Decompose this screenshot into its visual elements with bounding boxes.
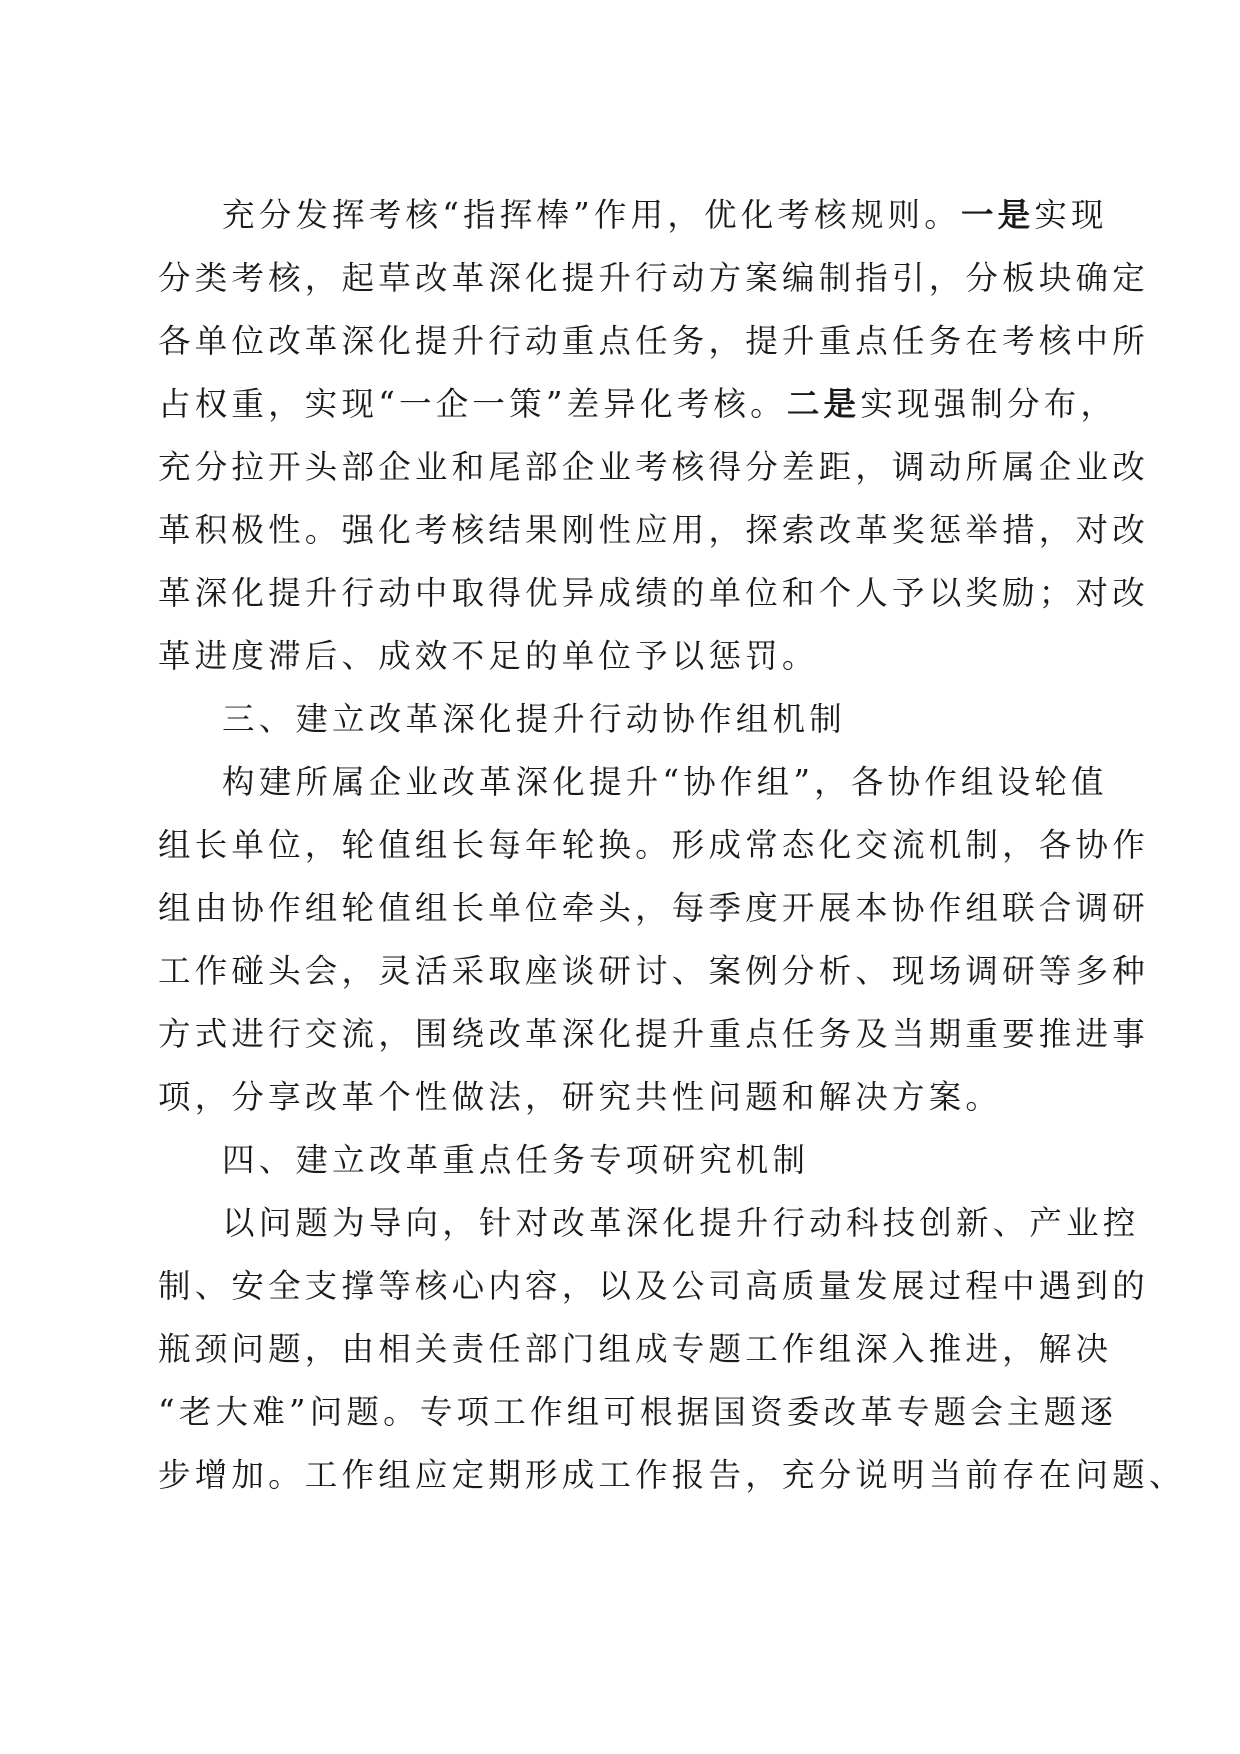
bold-marker: 一是 [960, 196, 1035, 234]
paragraph-line: 项，分享改革个性做法，研究共性问题和解决方案。 [158, 1078, 1003, 1116]
paragraph-line: “老大难”问题。专项工作组可根据国资委改革专题会主题逐 [158, 1393, 1118, 1431]
paragraph-line: 工作碰头会，灵活采取座谈研讨、案例分析、现场调研等多种 [158, 952, 1149, 990]
paragraph-line: 构建所属企业改革深化提升“协作组”，各协作组设轮值 [222, 763, 1108, 801]
text-run: 实现强制分布， [860, 385, 1118, 423]
paragraph-line: 革深化提升行动中取得优异成绩的单位和个人予以奖励；对改 [158, 574, 1149, 612]
text-run: 占权重，实现“一企一策”差异化考核。 [158, 385, 787, 423]
paragraph-line: 制、安全支撑等核心内容，以及公司高质量发展过程中遇到的 [158, 1267, 1149, 1305]
bold-marker: 二是 [786, 385, 861, 423]
text-run: 充分发挥考核“指挥棒”作用，优化考核规则。 [222, 196, 961, 234]
paragraph-line: 组由协作组轮值组长单位牵头，每季度开展本协作组联合调研 [158, 889, 1149, 927]
section-heading: 三、建立改革深化提升行动协作组机制 [222, 700, 846, 738]
paragraph-line: 充分拉开头部企业和尾部企业考核得分差距，调动所属企业改 [158, 448, 1149, 486]
section-heading: 四、建立改革重点任务专项研究机制 [222, 1141, 810, 1179]
paragraph-line: 步增加。工作组应定期形成工作报告，充分说明当前存在问题、 [158, 1456, 1186, 1494]
paragraph-line: 以问题为导向，针对改革深化提升行动科技创新、产业控 [222, 1204, 1140, 1242]
paragraph-line: 各单位改革深化提升行动重点任务，提升重点任务在考核中所 [158, 322, 1149, 360]
paragraph-line: 革积极性。强化考核结果刚性应用，探索改革奖惩举措，对改 [158, 511, 1149, 549]
paragraph-line [222, 187, 1182, 243]
paragraph-line: 革进度滞后、成效不足的单位予以惩罚。 [158, 637, 819, 675]
paragraph-line [158, 376, 1118, 432]
paragraph-line: 组长单位，轮值组长每年轮换。形成常态化交流机制，各协作 [158, 826, 1149, 864]
paragraph-line: 方式进行交流，围绕改革深化提升重点任务及当期重要推进事 [158, 1015, 1149, 1053]
text-run: 实现 [1034, 196, 1108, 234]
paragraph-line: 分类考核，起草改革深化提升行动方案编制指引，分板块确定 [158, 259, 1149, 297]
paragraph-line: 瓶颈问题，由相关责任部门组成专题工作组深入推进，解决 [158, 1330, 1113, 1368]
